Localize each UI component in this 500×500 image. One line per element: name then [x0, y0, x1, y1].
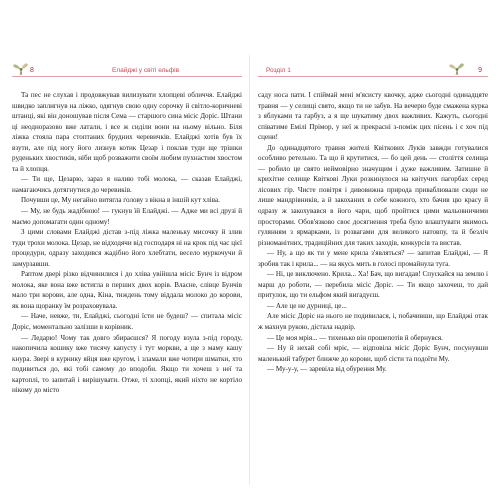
paragraph: — Ну й нехай собі мріє, — відповіла місіс Доріс Бунч, посунувши маленький табурет ближче до корови, щоб сісти та подоїти Му.: [258, 344, 488, 363]
left-page-header: [12, 60, 242, 77]
paragraph: — Му, не будь жадібною! — гукнув їй Елайджі. — Адже ми всі друзі й маємо допомагати один одному!: [12, 207, 242, 226]
right-page-body: [258, 90, 488, 375]
paragraph: Почувши це, Му негайно витягла голову з вікна в іншій кут хліва.: [21, 196, 220, 205]
left-running-head: Елайджі у світі ельфів: [112, 67, 180, 74]
paragraph: — Ну, а що як ти у мене крила з'являться? — запитав Елайджі, — Я зробив так і крила... — на якусь мить в голосі промайнула туга.: [258, 249, 488, 268]
fairy-ornament-icon: [448, 60, 466, 76]
right-page-number: 9: [478, 67, 482, 74]
paragraph: — Ти ще, Цезарю, зараз я налию тобі молока, — сказав Елайджі, намагаючись дотягнутися до черевиків.: [12, 175, 242, 194]
book-gutter: [249, 55, 250, 485]
paragraph: — Ні, це виключено. Крила... Ха! Бач, що вигадав! Спускайся на землю і марш до роботи, — перебила місіс Доріс. — Ти якщо захочеш, то дай притулок, що ти ельфом який вигадуєш.: [258, 270, 488, 300]
paragraph: — Ледарю! Чому так довго збираєшся? Я погоду взула з-під городу, накопичила кошику вже тисячу капусту і тут моркви, а ще з маму кашу кнура. Звері в курнику яйця вже кругом, і зламали вже чотири шматки, хто подивиться до, які тобі самому до вподоби. Якщо ти хочеш з неї та картоплі, то запитай і вирішувати. Отже, ті хлопці, який ніхто не кортіло нікому до місто: [12, 333, 242, 395]
paragraph: — Наче, невже, ти, Елайджі, сьогодні їсти не будеш? — спитала місіс Доріс, моментально залізши в корівник.: [12, 312, 242, 332]
right-page: [258, 60, 488, 480]
fairy-ornament-icon: [12, 60, 30, 76]
paragraph: Але місіс Доріс на нього не подивилася, і, побачивши, що Елайджі отак ж махнув рукою, дістала надвір.: [258, 312, 488, 332]
paragraph: З цими словами Елайджі дістав з-під ліжка маленьку мисочку й злив туди трохи молока. Цезар, не відходячи від господаря ні на крок під час цієї процедури, одразу заходився жадібно його хлебтати, весело муркочучи й замурзавши.: [12, 228, 242, 268]
paragraph: Та пес не слухав і продовжував вилизувати хлопцеві обличчя. Елайджі швидко заплигнув на ліжко, одягнув свою одну сорочку й світло-коричневі штанці, які він доношував після Сема — старшого сина місіс Доріс. Штани ці неодноразово вже латали, і все ж сиділи вони на ньому вільно. Біля ліжка стояла пара стоптаних брудних черевичків. Елайджі хотів був їх взути, але під ногу його лизнув котик Цезар і поклав туди ще трішки руденьких хвостиків, ніби щоб розважити своїм любим пухнастим хвостом та й хлопця.: [12, 91, 242, 173]
paragraph: — Му-у-у, — заревіла від обурення Му.: [267, 365, 387, 374]
paragraph: — Але це не дурниці, це...: [267, 301, 347, 310]
left-page-number: 8: [30, 67, 34, 74]
right-running-head: Розділ 1: [266, 67, 291, 74]
left-page: [12, 60, 242, 480]
right-page-header: [258, 60, 488, 77]
paragraph: саду носа пати. І спіймай мені м'ясисту квочку, адже сьогодні одинадцяте травня — у селищі свято, якщо ти не забув. На вечерю буде смажена курка з яблуками та гарбуз, а я ще шукатиму двох важливих. Кажуть, сьогодні співатиме Емілі Прімор, у неї ж прекрасні з-поміж цих пісень і є хоч під сцени!: [258, 91, 488, 142]
paragraph: Раптом двері різко відчинилися і до хліва увійшла місіс Бунч із відром молока, яке вона вже встигла в перших двох корів. Власне, слівце Бунчів мало три корови, але одна, Кіна, тиждень тому віддала молоко до корови, як вона щоранку їм розраховувала.: [12, 270, 242, 310]
paragraph: До одинадцятого травня жителі Квіткових Луків завжди готувалися особливо ретельно. Та що й крутитися, — бо цей день — століття селища — робило це свято неймовірно значущим і дуже важливим. Затишне й крихітне селище Квіткові Луки розкинулося на квітучих пагорбах серед лісових гір. Чисте повітря і дивовижна природа приваблювали сюди не лише мандрівників, а й закоханих в себе кожного, хто бачив цю красу й одразу ж закохувався в його чари, щоб пройтися цими мальовничими просторами. Обов'язково своє досягнення треба було влаштувати якимось гулянням з ярмарками, із розвагами для великого натовпу, та й безліч різноманітних, традиційних для таких заходів, конкурсів та вистав.: [258, 143, 488, 247]
paragraph: — Це моя мрія... — тихенько він прошепотів й обернувся.: [267, 333, 443, 342]
left-page-body: [12, 90, 242, 396]
